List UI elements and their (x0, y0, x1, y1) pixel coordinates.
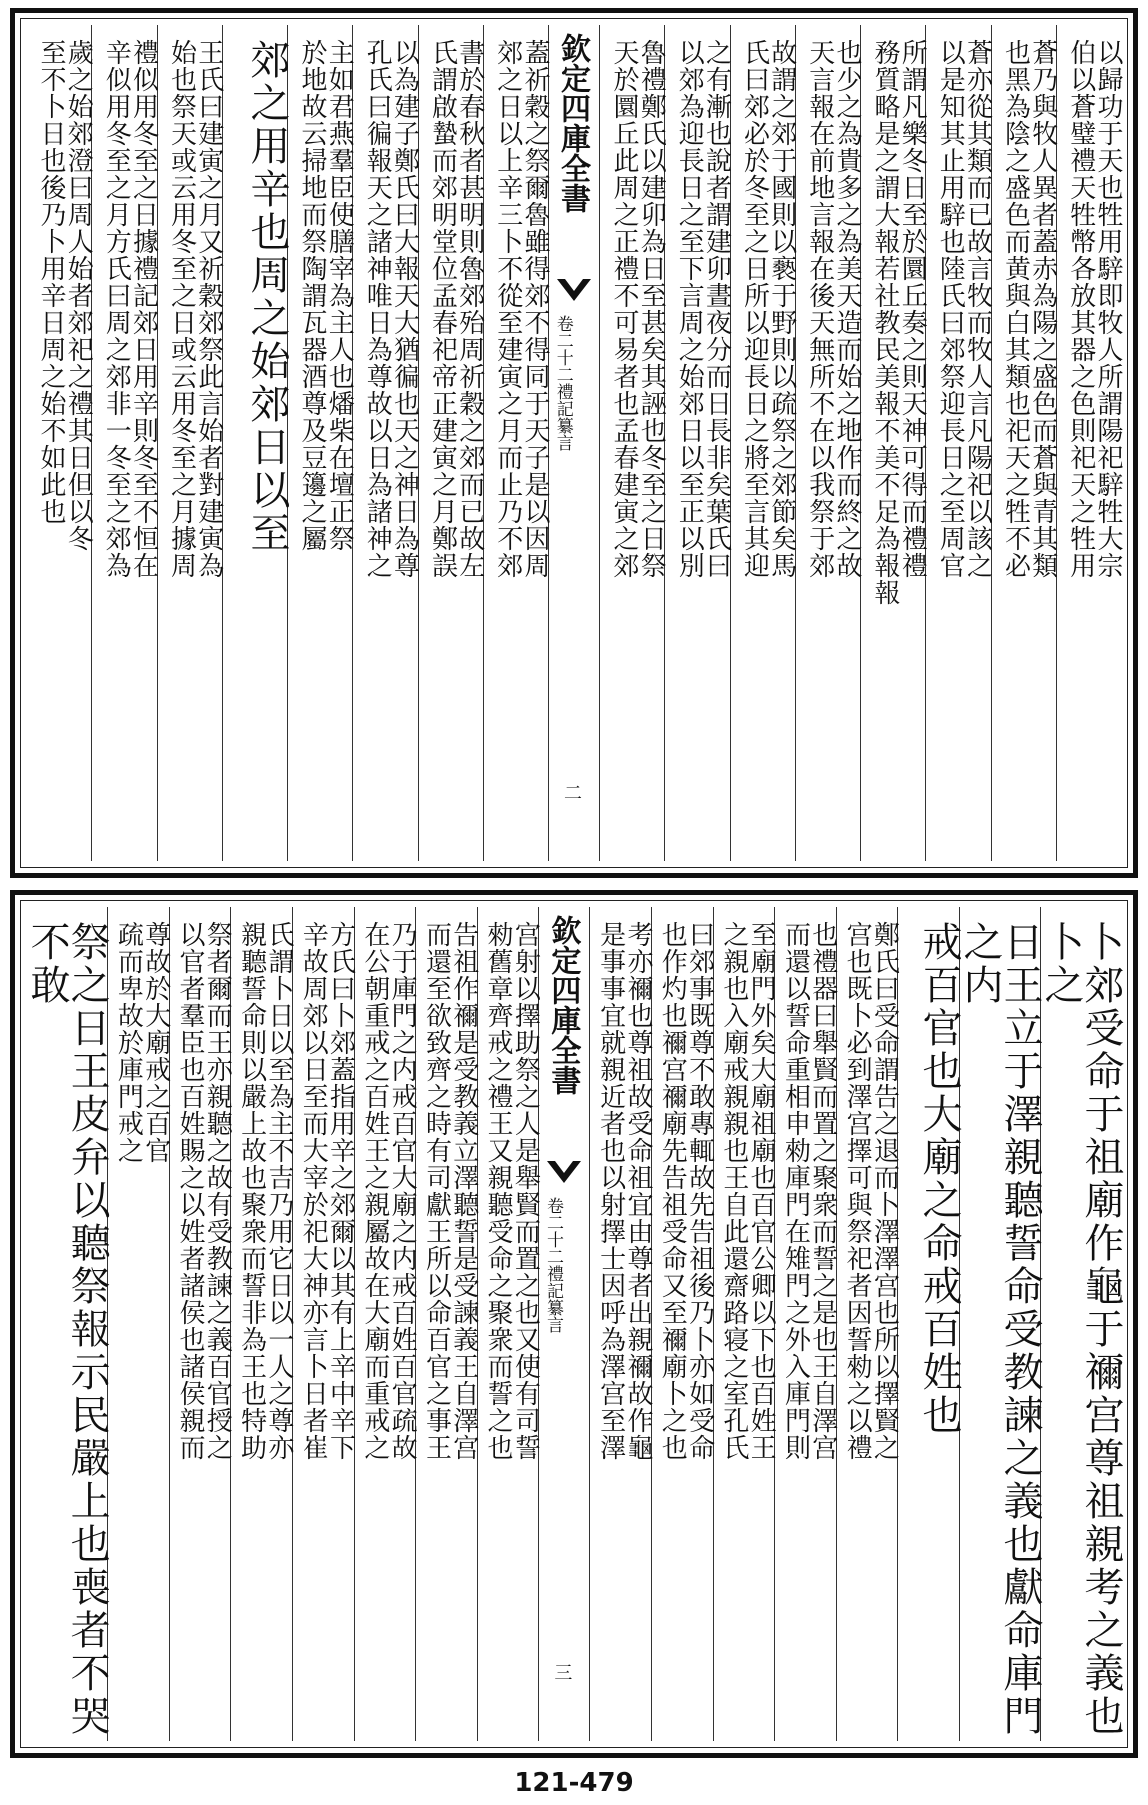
volume-number: 卷二十二 (552, 315, 573, 383)
commentary-line: 辛似用冬至之月方氏曰周之郊非一冬至之郊為 (101, 39, 132, 579)
commentary-column (664, 25, 732, 861)
fish-tail-mark-icon (545, 1157, 583, 1189)
commentary-line: 故謂之郊于國則以褻于野則以疏祭之郊節矣馬 (766, 39, 797, 579)
commentary-line: 親聽誓命則以嚴上故也聚衆而誓非為王也特助 (236, 921, 267, 1461)
commentary-line: 以歸功于天也牲用騂即牧人所謂陽祀騂牲大宗 (1093, 39, 1123, 579)
commentary-line: 氏謂卜日以至為主不吉乃用它日以一人之尊亦 (263, 921, 294, 1461)
commentary-line: 所謂凡樂冬日至於圜丘奏之則天神可得而禮禮 (897, 39, 928, 579)
main-text-column: 郊之用辛也周之始郊日以至 (222, 25, 287, 861)
commentary-line: 以為建子鄭氏曰大報天大猶徧也天之神日為尊 (389, 39, 420, 579)
commentary-line: 蒼乃與牧人異者蓋赤為陽之盛色而蒼與青其類 (1027, 39, 1058, 579)
commentary-column (415, 907, 477, 1741)
commentary-line: 也黑為陰之盛色而黄與白其類也祀天之牲不必 (1000, 39, 1031, 579)
commentary-column (352, 25, 420, 861)
commentary-column (107, 907, 169, 1741)
main-text-column: 戒百官也大廟之命戒百姓也 (897, 907, 959, 1741)
commentary-line: 而還至欲致齊之時有司獻王所以命百官之事王 (421, 921, 452, 1461)
commentary-column (27, 25, 94, 861)
commentary-line: 禮似用冬至之日據禮記郊日用辛則冬至不恒在 (128, 39, 159, 579)
commentary-line: 也作灼也禰宫禰廟先告祖受命又至禰廟卜之也 (657, 921, 688, 1461)
commentary-column (713, 907, 775, 1741)
commentary-line: 曰郊事既尊不敢專輒故先告祖後乃卜亦如受命 (684, 921, 715, 1461)
commentary-line: 書於春秋者甚明則魯郊殆周祈穀之郊而已故左 (454, 39, 485, 579)
commentary-line: 告祖作禰是受教義立澤聽誓是受諫義王自澤宫 (448, 921, 479, 1461)
main-text-column: 祭之日王皮弁以聽祭報示民嚴上也喪者不哭不敢 (24, 921, 111, 1738)
commentary-line: 而還以誓命重相申勑庫門在雉門之外入庫門則 (780, 921, 811, 1461)
folio-number: 二 (561, 783, 582, 801)
volume-number: 卷二十二 (543, 1197, 564, 1265)
book-title: 欽定四庫全書 (545, 915, 581, 1095)
commentary-line: 宫也既卜必到澤宫擇可與祭祀者因誓勑之以禮 (842, 921, 873, 1461)
commentary-line: 以郊為迎長日之至下言周之始郊日以至正以別 (674, 39, 705, 579)
commentary-column (483, 25, 548, 861)
fish-tail-mark-icon (555, 275, 593, 307)
commentary-line: 魯禮鄭氏以建卯為日至甚矣其誣也冬至之日祭 (636, 39, 667, 579)
commentary-column (730, 25, 795, 861)
main-text-column: 卜郊受命于祖廟作龜于禰宫尊祖親考之義也卜之 (1040, 907, 1121, 1741)
commentary-line: 也少之為貴多之為美天造而始之地作而終之故 (832, 39, 862, 579)
commentary-line: 天於圜丘此周之正禮不可易者也孟春建寅之郊 (608, 39, 639, 579)
commentary-line: 主如君燕羣臣使膳宰為主人也燔柴在壇正祭 (324, 39, 355, 552)
bottom-page-columns (24, 907, 1124, 1741)
center-margin-column (548, 25, 599, 861)
commentary-line: 務質略是之謂大報若社教民美報不美不足為報報 (869, 39, 900, 606)
bottom-page-frame (10, 890, 1138, 1758)
commentary-column (169, 907, 231, 1741)
commentary-column (287, 25, 355, 861)
commentary-line: 至廟門外矣大廟祖廟也百官公卿以下也百姓王 (746, 921, 777, 1461)
top-page-frame (10, 8, 1138, 878)
volume-title: 禮記纂言 (552, 383, 573, 451)
commentary-column (477, 907, 539, 1741)
commentary-line: 孔氏曰徧報天之諸神唯日為尊故以日為諸神之 (362, 39, 393, 579)
commentary-line: 氏謂啟蟄而郊明堂位孟春祀帝正建寅之月鄭誤 (427, 39, 458, 579)
commentary-column (836, 907, 898, 1741)
center-margin-column (538, 907, 589, 1741)
commentary-column (292, 907, 354, 1741)
commentary-line: 乃于庫門之内戒百官大廟之内戒百姓百官疏故 (387, 921, 418, 1461)
commentary-column (157, 25, 222, 861)
top-page-columns (27, 25, 1121, 861)
commentary-column (991, 25, 1056, 861)
volume-label (543, 1197, 562, 1333)
commentary-line: 伯以蒼璧禮天牲幣各放其器之色則祀天之牲用 (1065, 39, 1096, 579)
commentary-column (418, 25, 483, 861)
commentary-line: 也禮器曰舉賢而置之聚衆而誓之是也王自澤宫 (807, 921, 838, 1461)
commentary-line: 是事事宜就親近者也以射擇士因呼為澤宫至澤 (595, 921, 626, 1461)
commentary-line: 鄭氏曰受命謂告之退而卜澤澤宫也所以擇賢之 (869, 921, 900, 1461)
commentary-line: 宫射以擇助祭之人是舉賢而置之也又使有司誓 (510, 921, 541, 1461)
commentary-line: 始也祭天或云用冬至之日或云用冬至之月據周 (166, 39, 197, 579)
commentary-line: 於地故云掃地而祭陶謂瓦器酒尊及豆籩之屬 (296, 39, 327, 552)
commentary-column (1056, 25, 1121, 861)
commentary-line: 蒼亦從其類而已故言牧而牧人言凡陽祀以該之 (962, 39, 993, 579)
commentary-column (860, 25, 928, 861)
commentary-column (925, 25, 993, 861)
folio-number: 三 (551, 1663, 573, 1681)
commentary-line: 蓋祈穀之祭爾魯雖得郊不得同于天子是以因周 (520, 39, 550, 579)
commentary-column (651, 907, 713, 1741)
commentary-line: 辛故周郊以日至而大宰於祀大神亦言卜日者崔 (298, 921, 329, 1461)
commentary-column (589, 907, 651, 1741)
commentary-line: 之有漸也說者謂建卯晝夜分而日長非矣葉氏曰 (701, 39, 732, 579)
page-code: 121-479 (514, 1768, 634, 1798)
commentary-line: 勑舊章齊戒之禮王又親聽受命之聚衆而誓之也 (483, 921, 514, 1461)
commentary-column (91, 25, 159, 861)
commentary-line: 之親也入廟戒親親也王自此還齋路寝之室孔氏 (718, 921, 749, 1461)
commentary-line: 天言報在前地言報在後天無所不在以我祭于郊 (804, 39, 835, 579)
volume-title: 禮記纂言 (543, 1265, 564, 1333)
main-text-column: 日王立于澤親聽誓命受教諫之義也獻命庫門之内 (959, 907, 1040, 1741)
commentary-line: 以是知其止用騂也陸氏曰郊祭迎長日之至周官 (935, 39, 966, 579)
book-title: 欽定四庫全書 (555, 33, 590, 213)
commentary-line: 以官者羣臣也百姓賜之以姓者諸侯也諸侯親而 (175, 921, 205, 1461)
commentary-line: 氏曰郊必於冬至之日所以迎長日之將至言其迎 (739, 39, 770, 579)
commentary-line: 考亦禰也尊祖故受命祖宜由尊者出親禰故作龜 (622, 921, 653, 1461)
commentary-column (230, 907, 292, 1741)
commentary-column (599, 25, 667, 861)
commentary-line: 疏而卑故於庫門戒之 (113, 921, 144, 1164)
commentary-line: 至不卜日也後乃卜用辛日周之始不如此也 (35, 39, 66, 525)
commentary-line: 王氏曰建寅之月又祈穀郊祭此言始者對建寅為 (193, 39, 224, 579)
commentary-line: 歲之始郊澄曰周人始者郊祀之禮其日但以冬 (63, 39, 94, 552)
commentary-line: 祭者爾而王亦親聽之故有受教諫之義百官授之 (202, 921, 233, 1461)
commentary-line: 方氏曰卜郊蓋指用辛之郊爾以其有上辛中辛下 (325, 921, 356, 1461)
commentary-line: 尊故於大廟戒之百官 (140, 921, 171, 1164)
commentary-line: 郊之日以上辛三卜不從至建寅之月而止乃不郊 (492, 39, 523, 579)
volume-label (553, 315, 572, 451)
commentary-column (795, 25, 860, 861)
commentary-column (774, 907, 836, 1741)
commentary-line: 在公朝重戒之百姓王之親屬故在大廟而重戒之 (359, 921, 390, 1461)
commentary-column (354, 907, 416, 1741)
